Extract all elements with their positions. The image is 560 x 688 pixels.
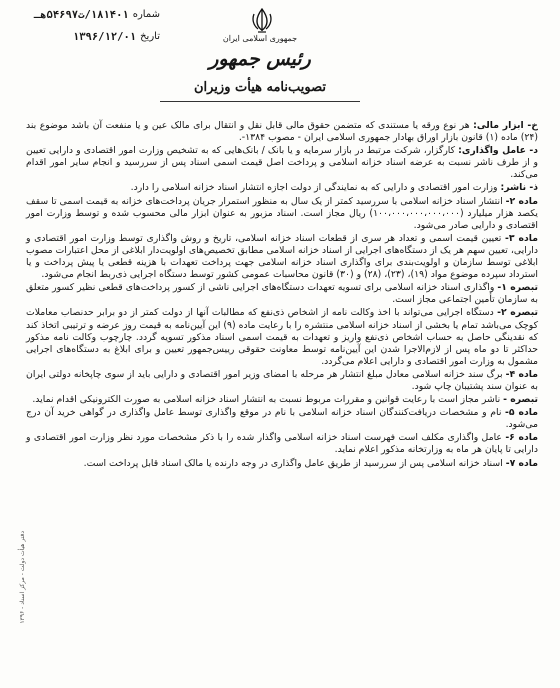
paragraph [26,307,538,367]
paragraph-lead: تبصره ۱- [497,282,538,294]
paragraph [26,145,538,181]
letter-meta [10,8,160,52]
iran-emblem-icon [248,6,276,34]
paragraph-text: اسناد خزانه اسلامی پس از سررسید از طریق عامل واگذاری در وجه دارنده یا مالک اسناد قابل پرداخت است. [83,457,506,469]
cabinet-decree-title: تصویب‌نامه هیأت وزیران [193,80,327,95]
republic-label: جمهوری اسلامی ایران [222,34,298,43]
paragraph-text: وزارت امور اقتصادی و دارایی که به نمایندگی از دولت اجازه انتشار اسناد خزانه اسلامی را دارد. [130,182,501,194]
paragraph-lead: خ- ابزار مالی: [473,120,538,131]
paragraph-lead: ماده ۴- [505,368,539,380]
paragraph-text: کارگزار، شرکت مرتبط در بازار سرمایه و یا بانک / بانک‌هایی که به تشخیص وزارت امور اقتصادی و دارایی تعیین و از طرف ناشر نسبت به عرضه اسناد خزانه اسلامی و پرداخت اصل قیمت اسمی اسناد پس از سررسید و انجام سایر امور اقدام می‌کند. [26,145,538,181]
paragraph [26,394,538,406]
document-body [26,120,538,471]
date-value: ۱۳۹۶/۱۲/۰۱ [72,31,137,43]
paragraph-lead: ذ- ناشر: [500,182,538,194]
paragraph-text: برگ سند خزانه اسلامی معادل مبلغ انتشار هر مرحله با امضای وزیر امور اقتصادی و دارایی باید از سوی چاپخانه دولتی ایران به عنوان سند پشتیبان چاپ شود. [26,368,538,392]
paragraph [26,369,538,393]
number-label: شماره [132,9,160,20]
paragraph-lead: ماده ۵- [505,407,538,419]
paragraph-text: عامل واگذاری مکلف است فهرست اسناد خزانه اسلامی واگذار شده را با ذکر مشخصات مورد نظر وزارت امور اقتصادی و دارایی تا پایان هر ماه به وزارتخانه مذکور اعلام نماید. [26,432,538,456]
paragraph-lead: د- عامل واگذاری: [458,145,538,157]
header-divider [160,101,360,102]
number-value: ۱۸۱۴۰۱/ت۵۴۶۹۷هـ [33,9,129,21]
paragraph [26,282,538,306]
date-row [10,30,160,52]
paragraph-lead: ماده ۷- [505,457,538,469]
paragraph-text: دستگاه اجرایی می‌تواند با اخذ وکالت نامه از اشخاص ذی‌نفع که مطالبات آنها از دولت کمتر از دو برابر حدنصاب معاملات کوچک می‌باشد تمام یا بخشی از اسناد خزانه اسلامی منتشره را با رعایت ماده (۹) این آیین‌نامه به قیمت روز عرضه و ترتیبی اتخاذ کند که نقدینگی حاصل به حساب اشخاص ذی‌نفع واریز و تعهدات به قیمت اسمی اسناد مذکور تسویه گردد. چارچوب وکالت نامه مذکور حداکثر تا دو ماه پس از لازم‌الاجرا شدن این آیین‌نامه توسط معاونت حقوقی رییس‌جمهور تعیین و برای ابلاغ به دستگاه‌های اجرایی مشمول به وزارت امور اقتصادی و دارایی اعلام می‌گردد. [26,307,538,367]
paragraph-lead: تبصره ۲- [497,307,538,319]
paragraph-text: نام و مشخصات دریافت‌کنندگان اسناد خزانه اسلامی با نام در موقع واگذاری توسط عامل واگذاری در گواهی خرید آن درج می‌شود. [26,407,538,431]
paragraph-lead: ماده ۶- [505,432,539,444]
paragraph-lead: تبصره - [503,394,538,406]
president-title: رئیس جمهور [209,48,311,70]
paragraph-text: ناشر مجاز است با رعایت قوانین و مقررات مربوط نسبت به انتشار اسناد خزانه اسلامی به صورت الکترونیکی اقدام نماید. [32,394,504,406]
number-row [10,8,160,30]
paragraph [26,233,538,281]
paragraph [26,458,538,470]
paragraph-text: انتشار اسناد خزانه اسلامی با سررسید کمتر از یک سال به منظور استمرار جریان پرداخت‌های خزانه به قیمت اسمی تا سقف یکصد هزار میلیارد (۱۰۰،۰۰۰،۰۰۰،۰۰۰،۰۰۰) ریال مجاز است. اسناد مزبور به عنوان ابزار مالی محسوب شده و توسط وزارت امور اقتصادی و دارایی صادر می‌شود. [26,195,538,231]
paragraph [26,196,538,232]
paragraph-text: هر نوع ورقه یا مستندی که متضمن حقوق مالی قابل نقل و انتقال برای مالک عین و یا منفعت آن باشد موضوع بند (۲۴) ماده (۱) قانون بازار اوراق بهادار جمهوری اسلامی ایران - مصوب ۱۳۸۴-. [26,120,538,144]
paragraph-text: واگذاری اسناد خزانه اسلامی برای تسویه تعهدات دستگاه‌های اجرایی ناشی از کسور پرداخت‌های قطعی نظیر کسور متعلق به سازمان تأمین اجتماعی مجاز است. [26,282,538,306]
side-note: دفتر هیأت دولت - مرکز اسناد - ۱۳۹۶ [19,531,26,624]
paragraph [26,432,538,456]
paragraph-lead: ماده ۳- [505,232,538,244]
paragraph-text: تعیین قیمت اسمی و تعداد هر سری از قطعات اسناد خزانه اسلامی، تاریخ و روش واگذاری توسط وزارت امور اقتصادی و دارایی، تعیین سهم هر یک از دستگاه‌های اجرایی از اسناد خزانه اسلامی مطابق تخصیص‌های اولویت‌دار ابلاغی از محل اعتبارات مصوب ابلاغی توسط سازمان و اولویت‌بندی برای واگذاری اسناد خزانه اسلامی جهت پرداخت تعهدات با هزینه قطعی یا پیش پرداخت و یا استرداد سپرده موضوع مواد (۱۹)، (۲۳)، (۲۸) و (۳۰) قانون محاسبات عمومی کشور توسط دستگاه اجرایی ذی‌ربط انجام می‌شود. [26,232,538,281]
paragraph-lead: ماده ۲- [505,195,538,207]
paragraph [26,182,538,194]
date-label: تاریخ [140,31,160,42]
paragraph [26,407,538,431]
paragraph [26,120,538,144]
